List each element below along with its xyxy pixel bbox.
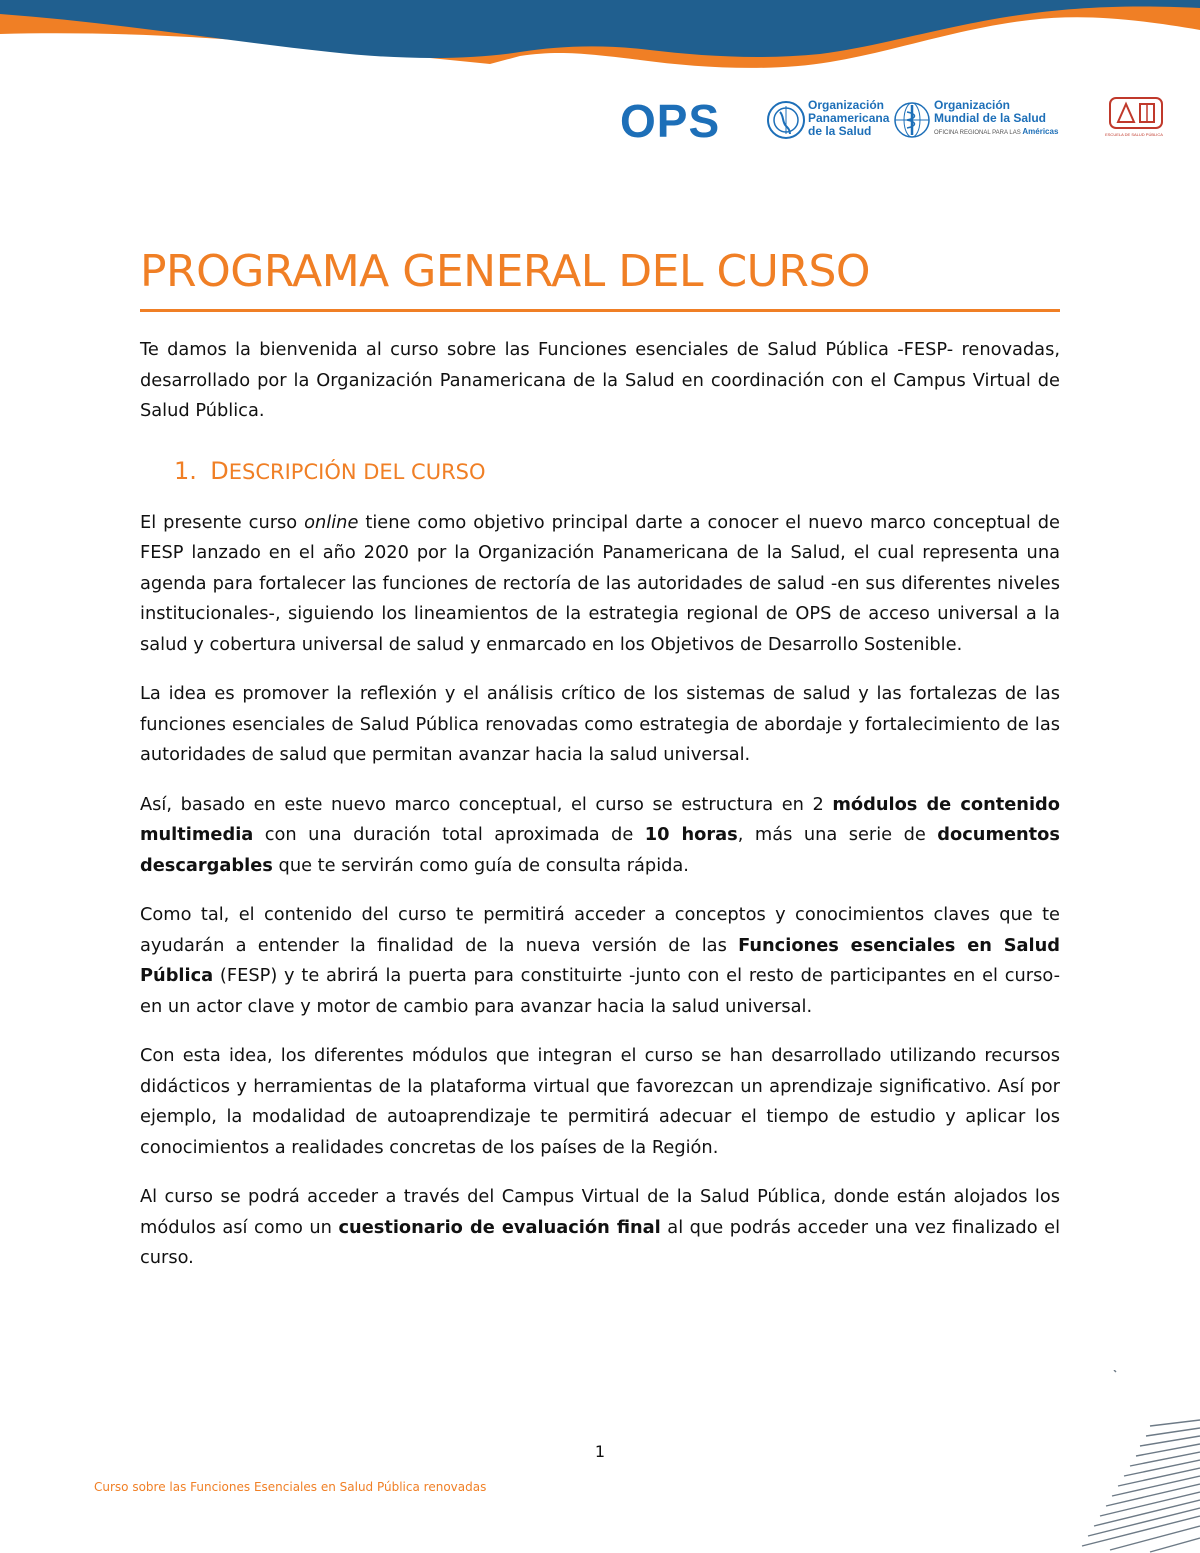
page-title: PROGRAMA GENERAL DEL CURSO (140, 246, 871, 297)
who-subtext (934, 125, 1058, 140)
intro-paragraph: Te damos la bienvenida al curso sobre las Funciones esenciales de Salud Pública -FESP- renovadas, desarrollado por la Organización Panamericana de la Salud en coordinación con el Campus Virtual de Salud Pública. (140, 339, 1060, 421)
p6-bold-quiz: cuestionario de evaluación final (338, 1216, 661, 1238)
school-seal-icon (1096, 96, 1176, 148)
page-number: 1 (594, 1442, 606, 1461)
p3-bold-hours: 10 horas (644, 824, 738, 845)
seal-caption: ESCUELA DE SALUD PÚBLICA (1105, 132, 1163, 137)
p3-text-e: , más una serie de (737, 824, 938, 845)
who-sub-label: OFICINA REGIONAL PARA LAS (934, 130, 1021, 136)
paragraph-1 (140, 508, 1060, 661)
paragraph-3 (140, 790, 1060, 882)
p1-italic: online (304, 511, 359, 533)
p4-text-c: (FESP) y te abrirá la puerta para constituirte -junto con el resto de participantes en el curso- en un actor clave y motor de cambio para avanzar hacia la salud universal. (140, 965, 1060, 1017)
p1-text-a: El presente curso (140, 511, 305, 533)
footer-lines-decoration (1080, 1370, 1200, 1553)
paho-text-line-1: Organización (808, 98, 885, 112)
paragraph-5: Con esta idea, los diferentes módulos que integran el curso se han desarrollado utilizando recursos didácticos y herramientas de la plataforma virtual que favorezcan un aprendizaje significativo. Así por ejemplo, la modalidad de autoaprendizaje te permitirá adecuar el tiempo de estudio y aplicar los conocimientos a realidades concretas de los países de la Región. (140, 1045, 1060, 1158)
footer-course-name: Curso sobre las Funciones Esenciales en Salud Pública renovadas (94, 1480, 487, 1494)
who-text-line-2: Mundial de la Salud (934, 111, 1047, 125)
who-emblem-icon (892, 100, 932, 140)
section-title-rest: ESCRIPCIÓN DEL CURSO (228, 459, 486, 484)
section-number: 1. (174, 456, 197, 485)
p6-text-a: Al curso se podrá acceder a través del Campus Virtual de la Salud Pública, donde están alojados los módulos así como un (140, 1186, 1060, 1238)
section-title-initial: D (210, 456, 229, 485)
p3-text-g: que te servirán como guía de consulta rápida. (272, 854, 689, 876)
paragraph-6 (140, 1182, 1060, 1274)
paho-text-line-2: Panamericana (808, 111, 890, 125)
section-heading-1 (140, 455, 1060, 488)
paragraph-4 (140, 900, 1060, 1022)
document-body (140, 335, 1060, 1293)
p3-text-c: con una duración total aproximada de (253, 824, 645, 845)
p4-text-a: Como tal, el contenido del curso te permitirá acceder a conceptos y conocimientos claves que te ayudarán a entender la finalidad de la nueva versión de las (140, 904, 1060, 956)
who-text-line-1: Organización (934, 98, 1011, 112)
p3-bold-modules: módulos de contenido multimedia (140, 793, 1060, 845)
p4-bold-fesp: Funciones esenciales en Salud Pública (140, 934, 1061, 986)
p6-text-c: al que podrás acceder una vez finalizado el curso. (140, 1216, 1061, 1268)
paho-text-line-3: de la Salud (808, 124, 872, 138)
paho-logo-text (808, 99, 889, 138)
paragraph-2: La idea es promover la reflexión y el análisis crítico de los sistemas de salud y las fortalezas de las funciones esenciales de Salud Pública renovadas como estrategia de abordaje y fortalecimiento de las autoridades de salud que permitan avanzar hacia la salud universal. (140, 683, 1060, 765)
who-region: Américas (1022, 127, 1059, 136)
p1-text-c: tiene como objetivo principal darte a conocer el nuevo marco conceptual de FESP lanzado en el año 2020 por la Organización Panamericana de la Salud, el cual representa una agenda para fortalecer las funciones de rectoría de las autoridades de salud -en sus diferentes niveles institucionales-, siguiendo los lineamientos de la estrategia regional de OPS de acceso universal a la salud y cobertura universal de salud y enmarcado en los Objetivos de Desarrollo Sostenible. (140, 511, 1060, 655)
paho-globe-icon (766, 100, 806, 140)
header-logos (620, 96, 1180, 146)
p3-text-a: Así, basado en este nuevo marco conceptual, el curso se estructura en 2 (140, 793, 833, 815)
p3-bold-documents: documentos descargables (140, 824, 1060, 876)
who-logo-text (934, 99, 1058, 140)
ops-logo-wordmark: OPS (620, 95, 721, 147)
title-underline (140, 309, 1060, 312)
